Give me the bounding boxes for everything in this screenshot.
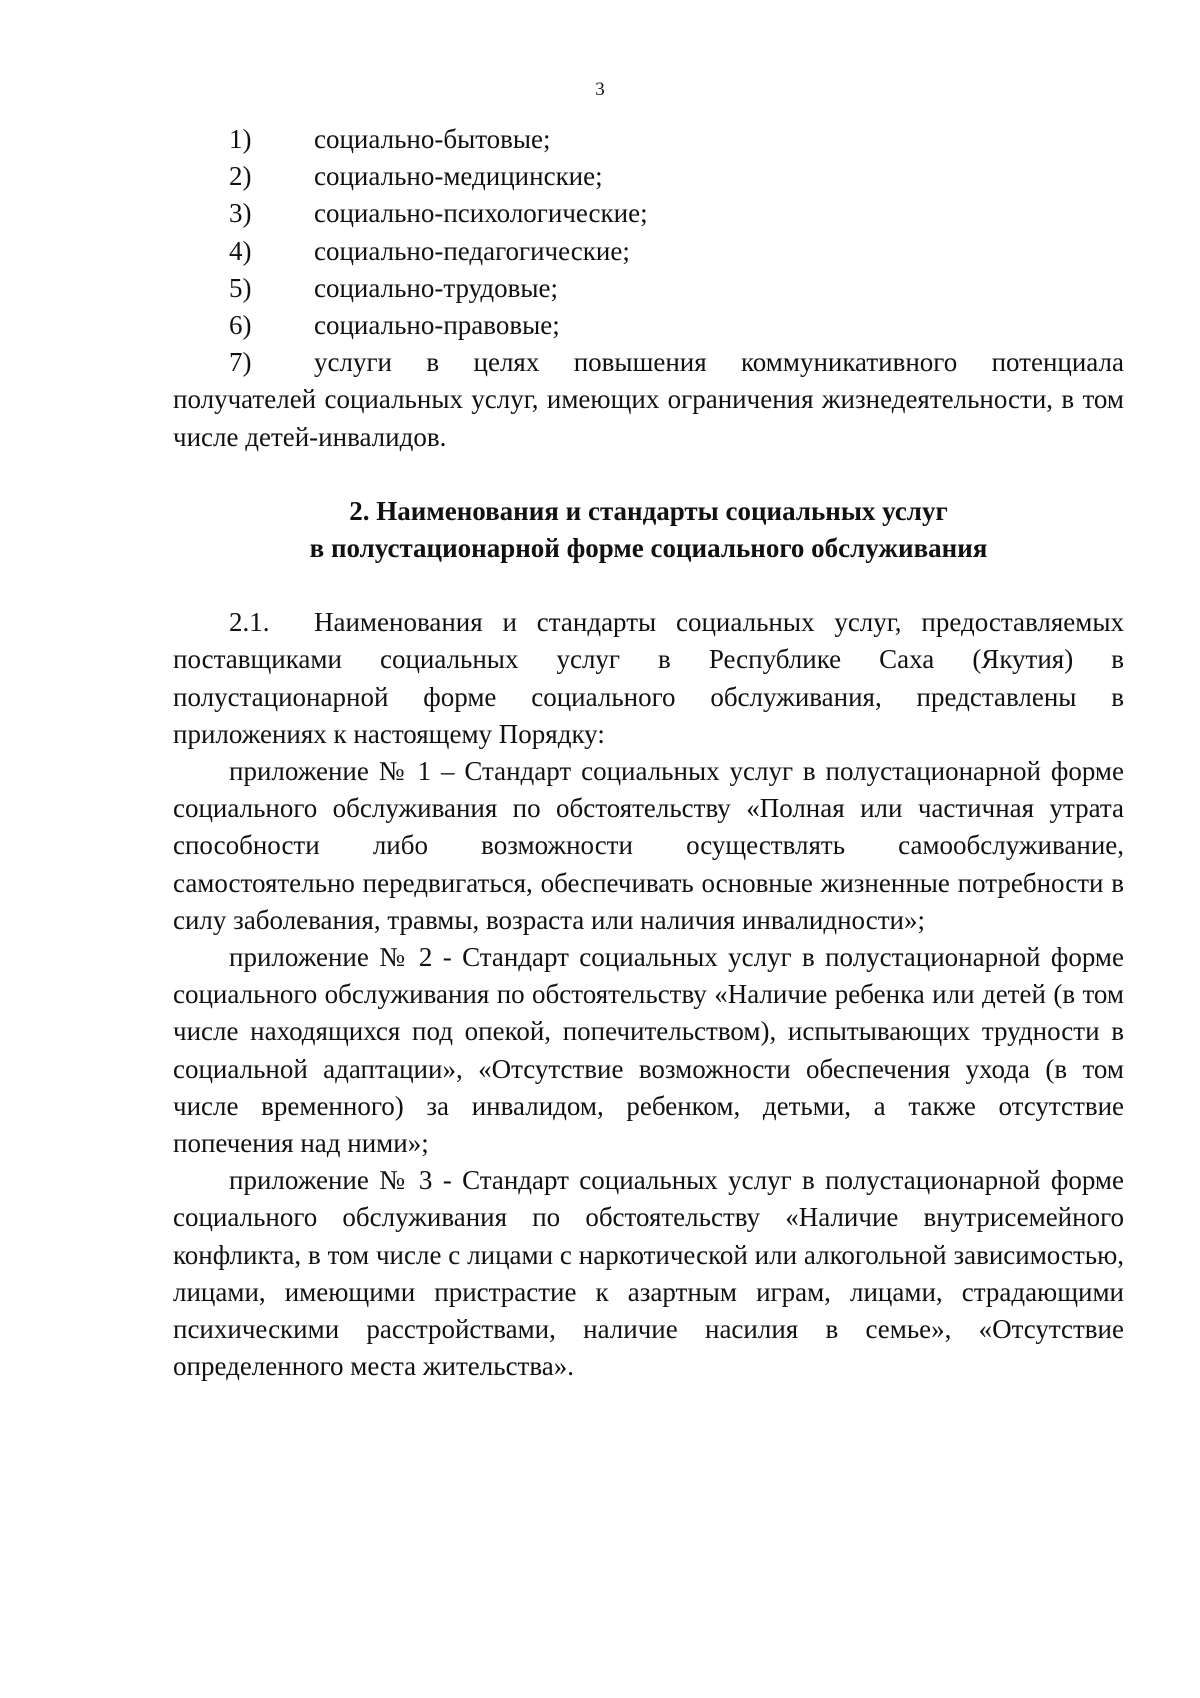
page-number: 3 <box>595 79 605 100</box>
list-item-number: 3) <box>229 198 252 229</box>
list-item-text: социально-бытовые; <box>314 124 551 154</box>
list-item <box>173 195 1124 232</box>
list-item <box>173 270 1124 307</box>
list-item <box>173 307 1124 344</box>
list-item-text: услуги в целях повышения коммуникативного потенциала получателей социальных услуг, имеющих ограничения жизнедеятельности, в том числе детей-инвалидов. <box>173 347 1124 452</box>
paragraph-2-1 <box>173 604 1124 753</box>
appendix-3-paragraph: приложение № 3 - Стандарт социальных услуг в полустационарной форме социального обслуживания по обстоятельству «Наличие внутрисемейного конфликта, в том числе с лицами с наркотической или алкогольной зависимостью, лицами, имеющими пристрастие к азартным играм, лицами, страдающими психическими расстройствами, наличие насилия в семье», «Отсутствие определенного места жительства». <box>173 1165 1124 1382</box>
list-item-number: 7) <box>229 347 252 378</box>
list-item-text: социально-медицинские; <box>314 161 603 192</box>
list-item-number: 4) <box>229 235 252 266</box>
list-item <box>173 344 1124 456</box>
list-item-number: 6) <box>229 309 252 340</box>
list-item-text: социально-психологические; <box>314 198 648 229</box>
list-item-number: 1) <box>229 124 252 154</box>
appendix-1-paragraph: приложение № 1 – Стандарт социальных услуг в полустационарной форме социального обслуживания по обстоятельству «Полная или частичная утрата способности либо возможности осуществлять самообслуживание, самостоятельно передвигаться, обеспечивать основные жизненные потребности в силу заболевания, травмы, возраста или наличия инвалидности»; <box>173 755 1124 935</box>
document-body <box>173 121 1124 1385</box>
services-list <box>173 121 1124 456</box>
paragraph-number: 2.1. <box>229 607 270 638</box>
list-item-text: социально-трудовые; <box>314 272 559 303</box>
list-item-text: социально-правовые; <box>314 309 560 340</box>
list-item-text: социально-педагогические; <box>314 235 630 266</box>
section-heading <box>173 493 1124 567</box>
section-title-line-2: в полустационарной форме социального обслуживания <box>309 532 988 563</box>
list-item <box>173 233 1124 270</box>
appendix-2-paragraph: приложение № 2 - Стандарт социальных услуг в полустационарной форме социального обслуживания по обстоятельству «Наличие ребенка или детей (в том числе находящихся под опекой, попечительством), испытывающих трудности в социальной адаптации», «Отсутствие возможности обеспечения ухода (в том числе временного) за инвалидом, ребенком, детьми, а также отсутствие попечения над ними»; <box>173 941 1124 1158</box>
list-item-number: 5) <box>229 272 252 303</box>
paragraph-text: Наименования и стандарты социальных услуг, предоставляемых поставщиками социальных услуг в Республике Саха (Якутия) в полустационарной форме социального обслуживания, представлены в приложениях к настоящему Порядку: <box>173 607 1124 749</box>
list-item <box>173 158 1124 195</box>
section-title-line-1: 2. Наименования и стандарты социальных услуг <box>349 495 948 526</box>
list-item-number: 2) <box>229 161 252 192</box>
list-item <box>173 121 1124 158</box>
